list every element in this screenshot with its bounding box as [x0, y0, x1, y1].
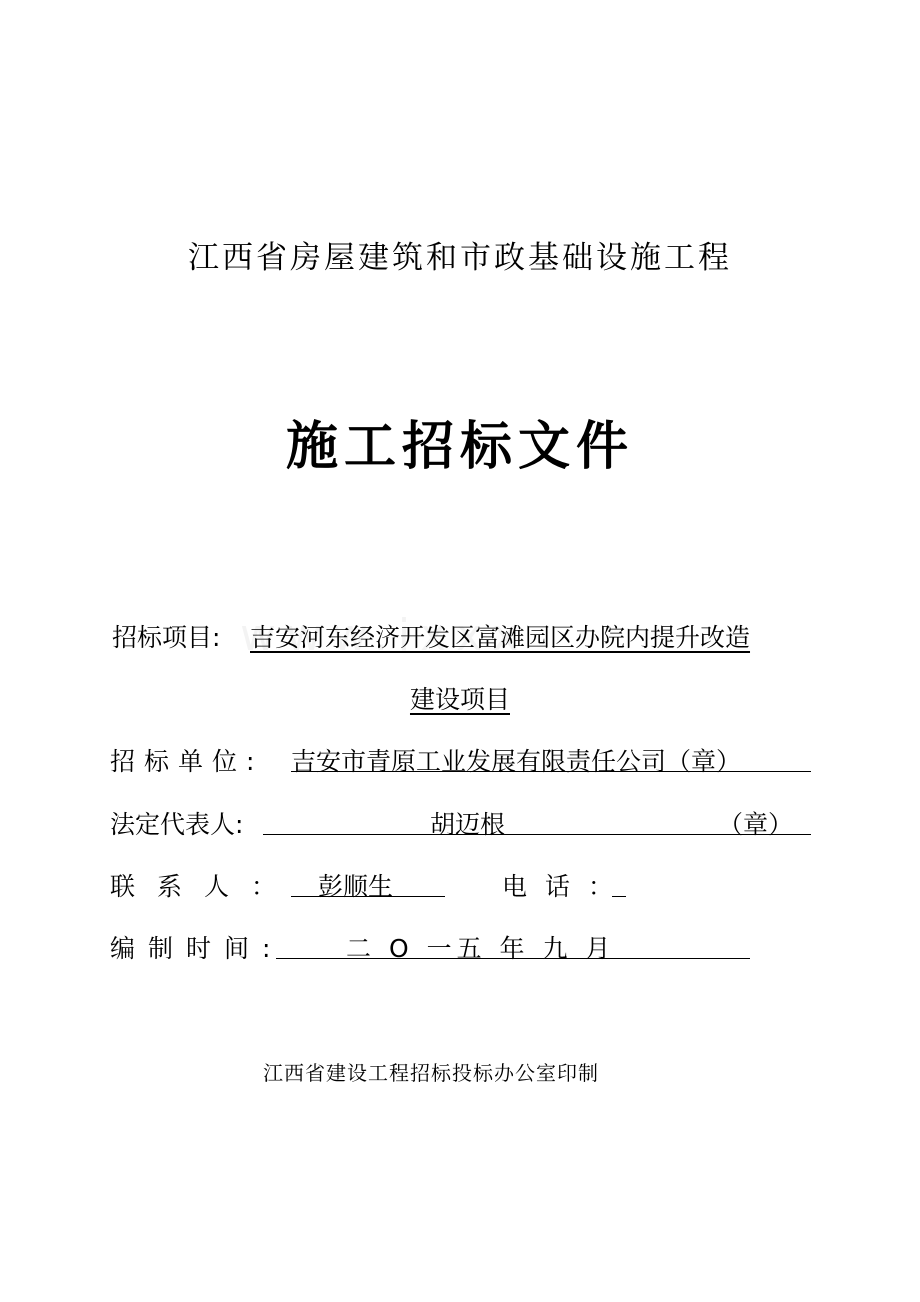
tenderer-label: 招标单位: — [110, 747, 264, 776]
date-value: 二 O 一五 年 九 月 — [346, 934, 616, 963]
project-label: 招标项目: — [112, 623, 221, 652]
document-subtitle: 江西省房屋建筑和市政基础设施工程 — [188, 240, 732, 276]
legal-rep-underline — [263, 834, 811, 835]
date-label: 编制时间: — [110, 934, 284, 963]
legal-rep-label: 法定代表人: — [110, 810, 244, 839]
project-value-line2-wrap — [0, 680, 920, 716]
contact-label: 联系人： — [110, 872, 299, 901]
legal-rep-seal: （章） — [718, 810, 794, 839]
tenderer-underline — [291, 771, 811, 772]
document-title: 施工招标文件 — [285, 417, 634, 477]
legal-rep-name: 胡迈根 — [430, 810, 506, 839]
issuer-footer: 江西省建设工程招标投标办公室印制 — [263, 1061, 599, 1085]
phone-label: 电话： — [502, 872, 632, 901]
date-underline — [276, 958, 750, 959]
phone-underline — [612, 896, 626, 897]
project-value-line1: 吉安河东经济开发区富滩园区办院内提升改造 — [250, 623, 751, 652]
project-value-line2: 建设项目 — [409, 685, 510, 714]
contact-value: 彭顺生 — [318, 872, 394, 901]
tenderer-value: 吉安市青原工业发展有限责任公司（章） — [291, 747, 742, 776]
contact-underline — [291, 896, 445, 897]
